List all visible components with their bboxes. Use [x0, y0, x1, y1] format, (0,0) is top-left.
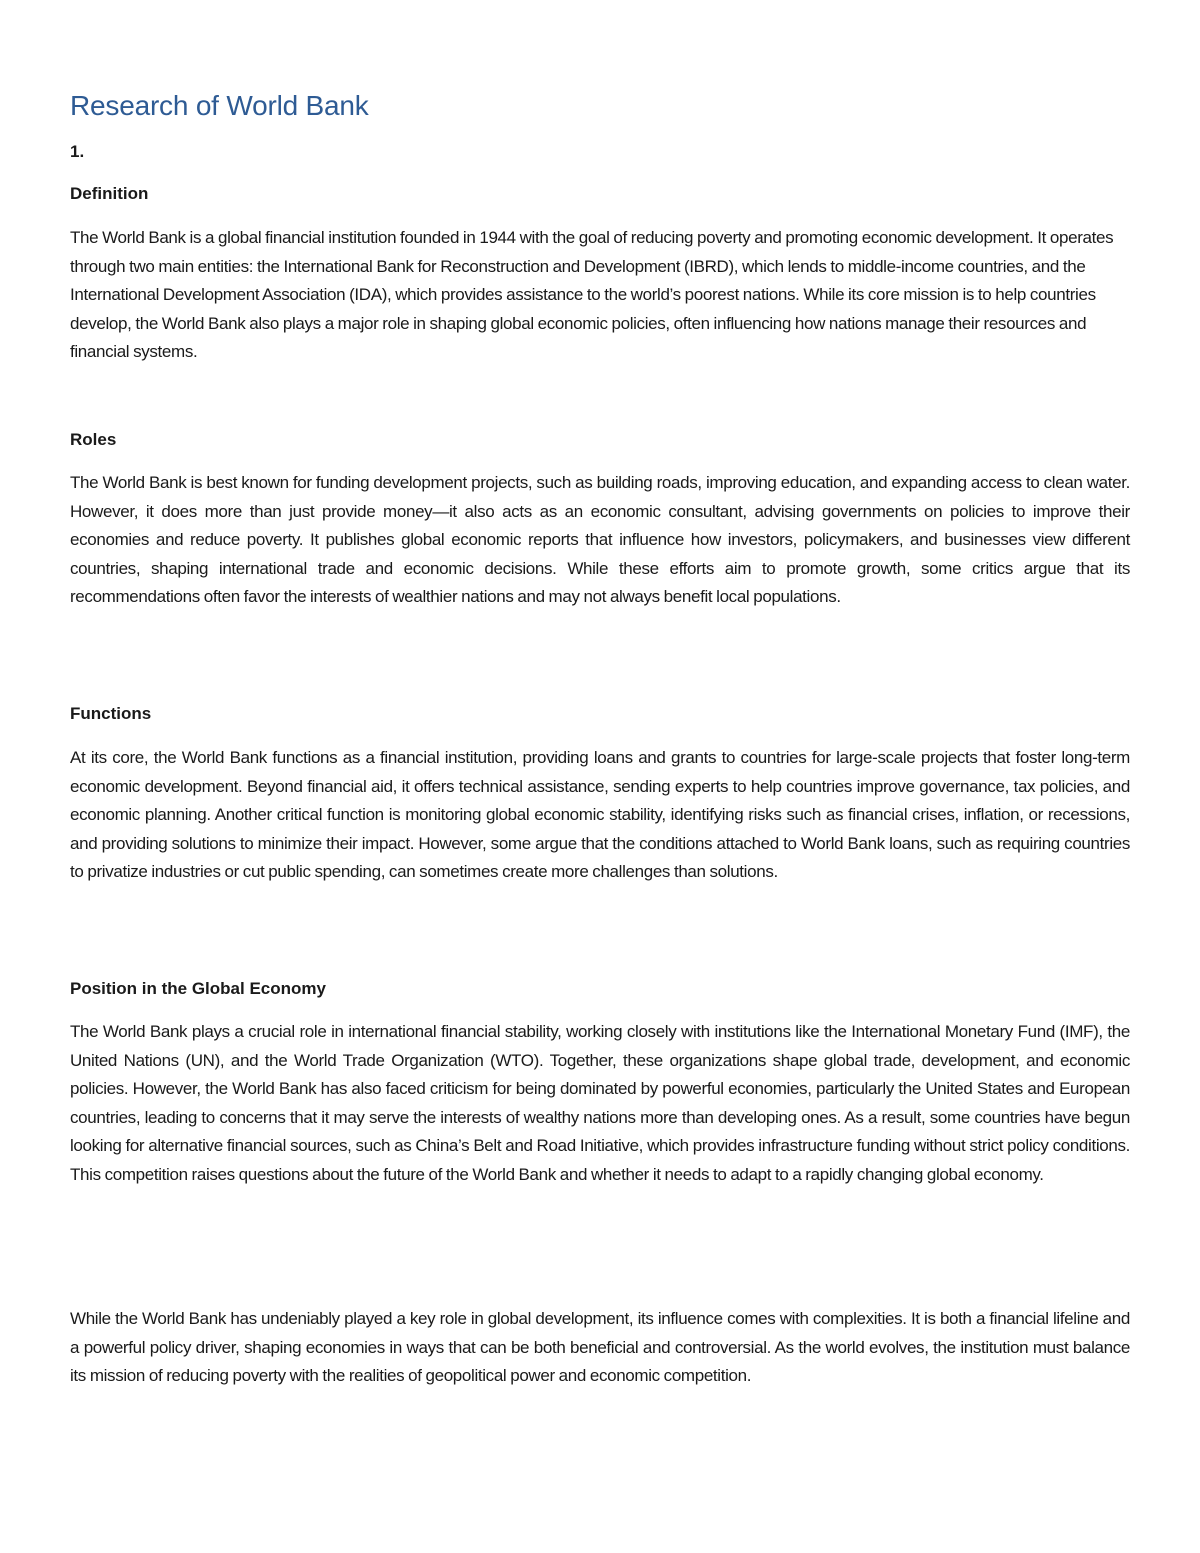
paragraph-position-in-global-economy: The World Bank plays a crucial role in international financial stability, working closely with institutions like the International Monetary Fund (IMF), the United Nations (UN), and the World Trade Organization (WTO). Together, these organizations shape global trade, development, and economic policies. However, the World Bank has also faced criticism for being dominated by powerful economies, particularly the United States and European countries, leading to concerns that it may serve the interests of wealthy nations more than developing ones. As a result, some countries have begun looking for alternative financial sources, such as China’s Belt and Road Initiative, which provides infrastructure funding without strict policy conditions. This competition raises questions about the future of the World Bank and whether it needs to adapt to a rapidly changing global economy.: [70, 1022, 1130, 1184]
paragraph-definition: The World Bank is a global financial institution founded in 1944 with the goal of reducing poverty and promoting economic development. It operates through two main entities: the International Bank for Reconstruction and Development (IBRD), which lends to middle-income countries, and the International Development Association (IDA), which provides assistance to the world’s poorest nations. While its core mission is to help countries develop, the World Bank also plays a major role in shaping global economic policies, often influencing how nations manage their resources and financial systems.: [70, 228, 1114, 361]
section-number: 1.: [70, 142, 85, 161]
heading-definition: Definition: [70, 184, 149, 203]
paragraph-functions: At its core, the World Bank functions as a financial institution, providing loans and grants to countries for large-scale projects that foster long-term economic development. Beyond financial aid, it offers technical assistance, sending experts to help countries improve governance, tax policies, and economic planning. Another critical function is monitoring global economic stability, identifying risks such as financial crises, inflation, or recessions, and providing solutions to minimize their impact. However, some argue that the conditions attached to World Bank loans, such as requiring countries to privatize industries or cut public spending, can sometimes create more challenges than solutions.: [70, 748, 1130, 881]
paragraph-conclusion: While the World Bank has undeniably played a key role in global development, its influence comes with complexities. It is both a financial lifeline and a powerful policy driver, shaping economies in ways that can be both beneficial and controversial. As the world evolves, the institution must balance its mission of reducing poverty with the realities of geopolitical power and economic competition.: [70, 1309, 1130, 1385]
paragraph-roles: The World Bank is best known for funding development projects, such as building roads, improving education, and expanding access to clean water. However, it does more than just provide money—it also acts as an economic consultant, advising governments on policies to improve their economies and reduce poverty. It publishes global economic reports that influence how investors, policymakers, and businesses view different countries, shaping international trade and economic decisions. While these efforts aim to promote growth, some critics argue that its recommendations often favor the interests of wealthier nations and may not always benefit local populations.: [70, 473, 1130, 606]
heading-roles: Roles: [70, 430, 117, 449]
heading-position-in-global-economy: Position in the Global Economy: [70, 979, 326, 998]
heading-functions: Functions: [70, 704, 152, 723]
document-title: Research of World Bank: [70, 90, 369, 121]
